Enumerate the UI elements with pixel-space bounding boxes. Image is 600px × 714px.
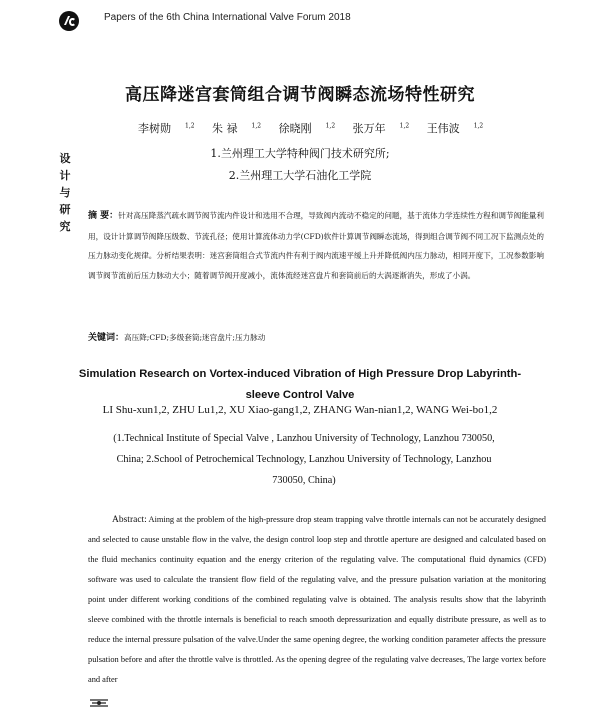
chinese-abstract-text: 针对高压降蒸汽疏水调节阀节流内件设计和选用不合理，导致阀内流动不稳定的问题，基于流体力学连续性方程和调节阀能量利用，设计计算调节阀降压级数、节流孔径；使用计算流体动力学(CFD)软件计算调节阀瞬态流场，得到组合调节阀不同工况下监测点处的压力脉动变化规律。分析结果表明：迷宫套筒组合式节流内件有利于阀内流速平缓上升并降低阀内压力脉动，相同开度下，工况参数影响调节阀节流前后压力脉动大小；随着调节阀开度减小，流体流经迷宫盘片和套筒前后的大涡逐渐消失，形成了小涡。 — [88, 211, 544, 280]
english-authors: LI Shu-xun1,2, ZHU Lu1,2, XU Xiao-gang1,2, ZHANG Wan-nian1,2, WANG Wei-bo1,2 — [102, 404, 498, 416]
chinese-authors — [138, 120, 498, 136]
author-5: 王伟波 $^{1,2}$ — [426, 122, 484, 135]
chinese-affiliation-1: 1.兰州理工大学特种阀门技术研究所; — [210, 147, 390, 160]
conference-header: Papers of the 6th China International Valve Forum 2018 — [104, 12, 351, 23]
author-2: 朱 禄 $^{1,2}$ — [212, 122, 262, 135]
author-4: 张万年 $^{1,2}$ — [352, 122, 410, 135]
english-abstract — [88, 510, 546, 690]
chinese-abstract — [88, 206, 544, 285]
forum-logo-icon — [58, 10, 80, 32]
chinese-abstract-label: 摘 要： — [88, 211, 119, 221]
chinese-keywords-label: 关键词： — [88, 333, 125, 343]
footer-ornament-icon — [88, 696, 110, 710]
section-side-label: 设 计 与 研 究 — [59, 152, 71, 233]
chinese-keywords — [88, 330, 544, 343]
chinese-affiliation-2: 2.兰州理工大学石油化工学院 — [228, 169, 372, 182]
author-1: 李树勋 $^{1,2}$ — [138, 122, 195, 135]
english-title: Simulation Research on Vortex-induced Vibration of High Pressure Drop Labyrinth- sleeve Control Valve — [78, 368, 522, 401]
chinese-keywords-text: 高压降;CFD;多级套筒;迷宫盘片;压力脉动 — [124, 333, 266, 342]
english-abstract-text: Aiming at the problem of the high-pressure drop steam trapping valve throttle internals can not be accurately designed and selected to cause unstable flow in the valve, the design control loop step and throttle aperture are designed and calculated based on the fluid mechanics continuity equation and the energy criterion of the regulating valve. The computational fluid dynamics (CFD) software was used to calculate the transient flow field of the regulating valve, and the pressure pulsation variation at the monitoring point under different working conditions of the combined regulating valve is obtained. The analysis results show that the labyrinth sleeve combined with the throttle internals is beneficial to reach smooth depressurization and equally distribute pressure, as well as to reduce the internal pressure pulsation of the valve.Under the same opening degree, the working condition parameter affects the pressure pulsation before and after the throttle valve is throttled. As the opening degree of the regulating valve decreases, The large vortex before and after — [88, 515, 546, 684]
english-abstract-label: Abstract: — [112, 515, 147, 525]
english-affiliation: (1.Technical Institute of Special Valve , Lanzhou University of Technology, Lanzhou 730050, China; 2.School of Petrochemical Technology, Lanzhou University of Technology, Lanzhou 730050, China) — [113, 433, 495, 486]
chinese-title: 高压降迷宫套筒组合调节阀瞬态流场特性研究 — [125, 85, 475, 105]
author-3: 徐晓刚 $^{1,2}$ — [278, 122, 336, 135]
